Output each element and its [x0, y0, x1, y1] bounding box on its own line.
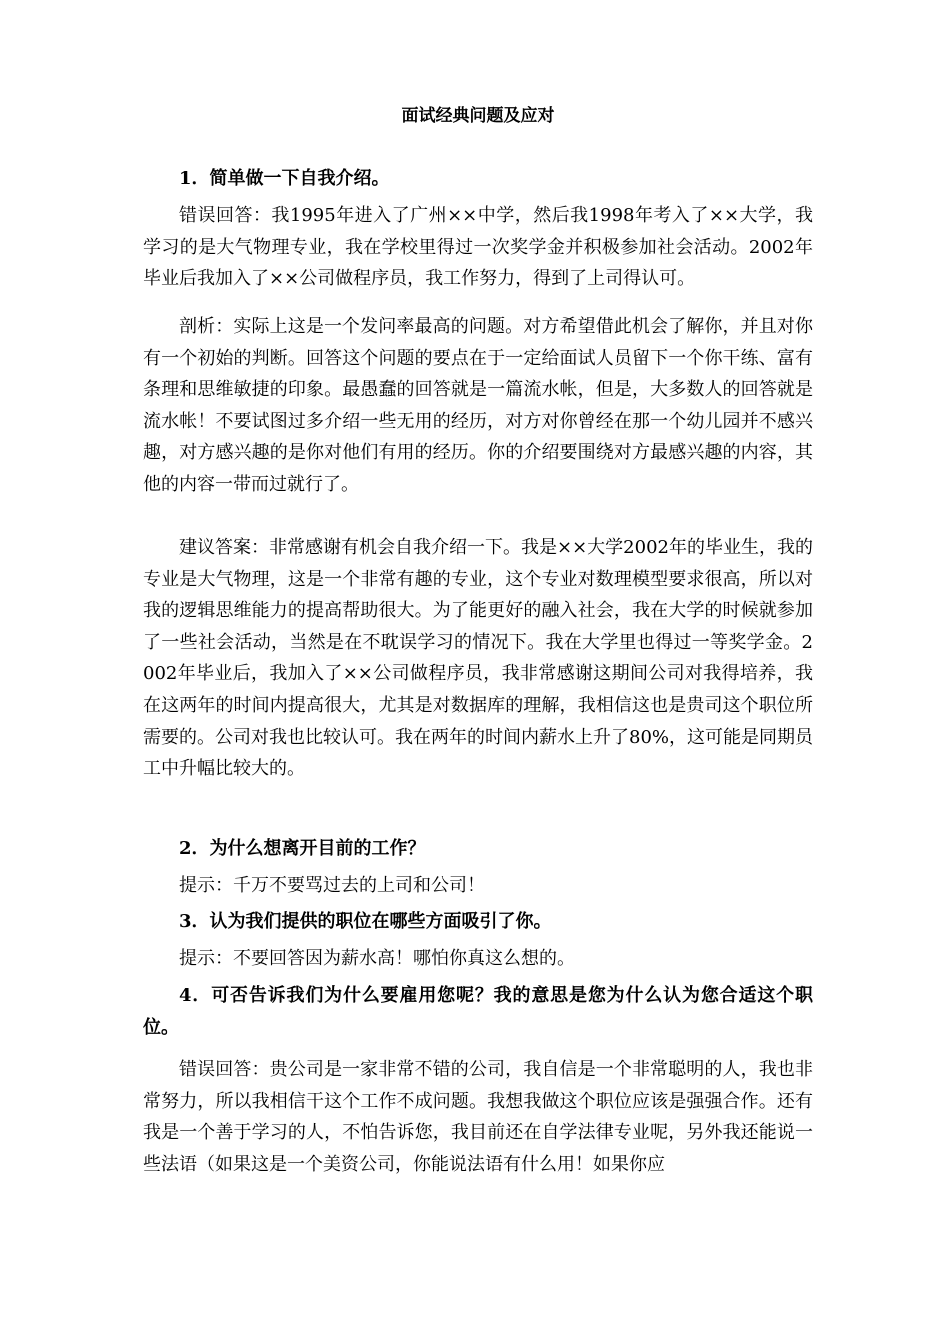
paragraph-tip-2: 提示：千万不要骂过去的上司和公司！	[179, 875, 485, 896]
document-title: 面试经典问题及应对	[401, 106, 555, 126]
paragraph-suggested-answer-1: 建议答案：非常感谢有机会自我介绍一下。我是××大学2002年的毕业生，我的专业是大气物理，这是一个非常有趣的专业，这个专业对数理模型要求很高，所以对我的逻辑思维能力的提高帮助很大。为了能更好的融入社会，我在大学的时候就参加了一些社会活动，当然是在不耽误学习的情况下。我在大学里也得过一等奖学金。2002年毕业后，我加入了××公司做程序员，我非常感谢这期间公司对我得培养，我在这两年的时间内提高很大，尤其是对数据库的理解，我相信这也是贵司这个职位所需要的。公司对我也比较认可。我在两年的时间内薪水上升了80%，这可能是同期员工中升幅比较大的。	[143, 537, 814, 780]
question-2: 2．为什么想离开目前的工作？	[179, 838, 426, 859]
paragraph-tip-3: 提示：不要回答因为薪水高！哪怕你真这么想的。	[179, 948, 575, 969]
paragraph-analysis-1: 剖析：实际上这是一个发问率最高的问题。对方希望借此机会了解你，并且对你有一个初始的判断。回答这个问题的要点在于一定给面试人员留下一个你干练、富有条理和思维敏捷的印象。最愚蠢的回答就是一篇流水帐，但是，大多数人的回答就是流水帐！不要试图过多介绍一些无用的经历，对方对你曾经在那一个幼儿园并不感兴趣，对方感兴趣的是你对他们有用的经历。你的介绍要围绕对方最感兴趣的内容，其他的内容一带而过就行了。	[143, 316, 813, 495]
question-1: 1．简单做一下自我介绍。	[179, 168, 390, 189]
question-3: 3．认为我们提供的职位在哪些方面吸引了你。	[179, 911, 552, 932]
question-4: 4．可否告诉我们为什么要雇用您呢？我的意思是您为什么认为您合适这个职位。	[143, 985, 813, 1038]
paragraph-wrong-answer-4: 错误回答：贵公司是一家非常不错的公司，我自信是一个非常聪明的人，我也非常努力，所以我相信干这个工作不成问题。我想我做这个职位应该是强强合作。还有我是一个善于学习的人，不怕告诉您，我目前还在自学法律专业呢，另外我还能说一些法语（如果这是一个美资公司，你能说法语有什么用！如果你应	[143, 1059, 813, 1175]
paragraph-wrong-answer-1: 错误回答：我1995年进入了广州××中学，然后我1998年考入了××大学，我学习的是大气物理专业，我在学校里得过一次奖学金并积极参加社会活动。2002年毕业后我加入了××公司做程序员，我工作努力，得到了上司得认可。	[143, 205, 813, 290]
